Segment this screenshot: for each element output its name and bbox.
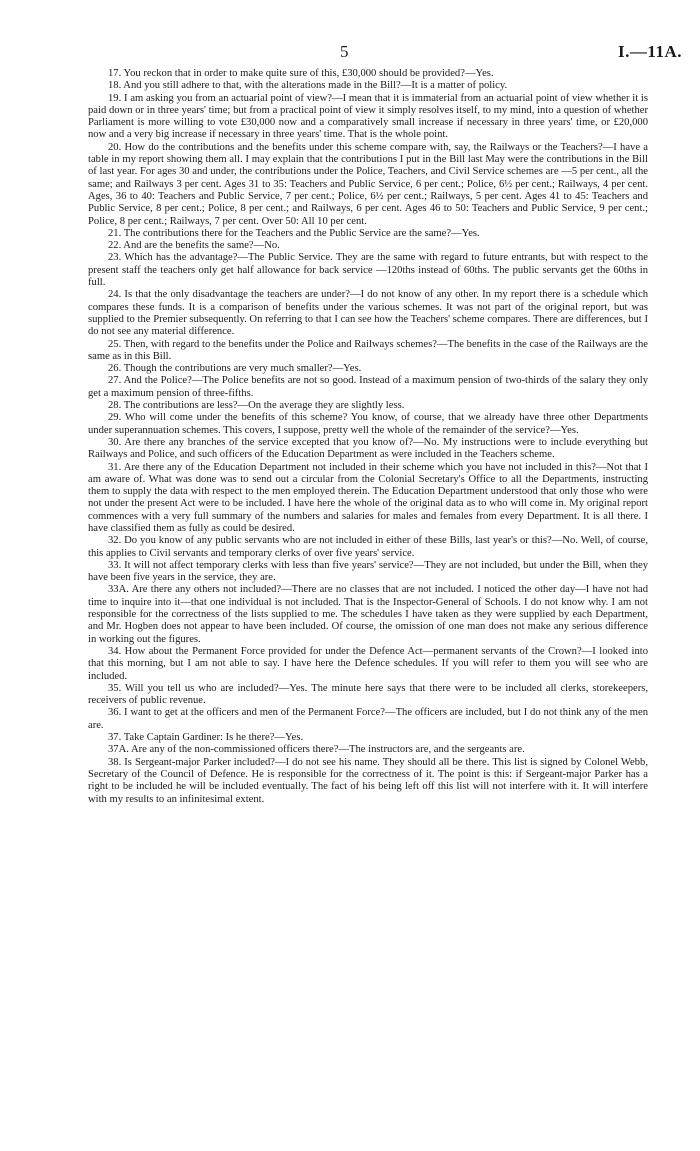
paragraph-q28: 28. The contributions are less?—On the average they are slightly less. [108,400,405,412]
paragraph-q26: 26. Though the contributions are very much smaller?—Yes. [108,363,362,375]
paragraph-q36: 36. I want to get at the officers and men of the Permanent Force?—The officers are included, but I do not think any of the men are. [88,707,648,731]
paragraph-q21: 21. The contributions there for the Teachers and the Public Service are the same?—Yes. [108,227,480,239]
paragraph-q34: 34. How about the Permanent Force provided for under the Defence Act—permanent servants of the Crown?—I looked into that this morning, but I am not able to say. I have here the Defence schedules. If you will refer to them you will see who are included. [88,645,648,682]
paragraph-q17: 17. You reckon that in order to make quite sure of this, £30,000 should be provided?—Yes. [108,68,494,79]
paragraph-q37a: 37A. Are any of the non-commissioned officers there?—The instructors are, and the sergeants are. [108,744,525,756]
document-reference: I.—11A. [618,42,682,61]
paragraph-q31: 31. Are there any of the Education Department not included in their scheme which you have not included in this?—Not that I am aware of. What was done was to send out a circular from the Colonial Secretary's Office to all the Departments, instructing them to supply the data with respect to the men employed therein. The Education Department understood that only those who were not under the present Act were to be included. I have here the whole of the original data as to who will come in. My original report commences with a very full summary of the numbers and salaries for males and females from every Department. It is all there. I have classified them as fully as could be desired. [88,461,648,534]
paragraph-q27: 27. And the Police?—The Police benefits are not so good. Instead of a maximum pension of two-thirds of the salary they only get a maximum pension of three-fifths. [88,375,648,399]
paragraph-q33: 33. It will not affect temporary clerks with less than five years' service?—They are not included, but under the Bill, when they have been five years in the service, they are. [88,559,648,584]
paragraph-q35: 35. Will you tell us who are included?—Yes. The minute here says that there were to be included all clerks, storekeepers, receivers of public revenue. [88,682,648,707]
paragraph-q24: 24. Is that the only disadvantage the teachers are under?—I do not know of any other. In my report there is a schedule which compares these funds. It is a comparison of benefits under the various schemes. It was not part of the original report, but was supplied to the Premier subsequently. On referring to that I can see how the Teachers' scheme compares. There are differences, but I do not see any material difference. [88,289,648,338]
paragraph-q23: 23. Which has the advantage?—The Public Service. They are the same with regard to future entrants, but with respect to the present staff the teachers only get half allowance for back service —120ths instead of 60ths. The public servants get the 60ths in full. [88,252,648,289]
paragraph-q30: 30. Are there any branches of the service excepted that you know of?—No. My instructions were to include everything but Railways and Police, and such officers of the Education Department as were included in the Teachers scheme. [88,436,648,461]
paragraph-q22: 22. And are the benefits the same?—No. [108,240,280,252]
paragraph-q38: 38. Is Sergeant-major Parker included?—I do not see his name. They should all be there. This list is signed by Colonel Webb, Secretary of the Council of Defence. He is responsible for the correctness of it. The point is this: if Sergeant-major Parker has a right to be included he will be included eventually. The fact of his being left off this list will not interfere with it. It will interfere with my results to an infinitesimal extent. [88,756,648,805]
document-body [88,68,648,806]
paragraph-q18: 18. And you still adhere to that, with the alterations made in the Bill?—It is a matter of policy. [108,80,508,92]
page-header [0,42,700,66]
paragraph-q19: 19. I am asking you from an actuarial point of view?—I mean that it is immaterial from an actuarial point of view whether it is paid down or in three years' time; but from a practical point of view it simply resolves itself, to my mind, into a question of whether Parliament is more willing to vote £30,000 now and a comparatively small increase if necessary in three years' time, or £20,000 now and a very big increase if necessary in three years' time. That is the whole point. [88,92,648,141]
paragraph-q20: 20. How do the contributions and the benefits under this scheme compare with, say, the Railways or the Teachers?—I have a table in my report showing them all. I may explain that the contributions I put in the Bill last May were the contributions in the Bill of last year. For ages 30 and under, the contributions under the Police, Teachers, and Civil Service schemes are —5 per cent., all the same; and Railways 3 per cent. Ages 31 to 35: Teachers and Public Service, 6 per cent.; Police, 6½ per cent.; Railways, 4 per cent. Ages, 36 to 40: Teachers and Public Service, 7 per cent.; Police, 6½ per cent.; Railways, 5 per cent. Ages 41 to 45: Teachers and Public Service, 8 per cent.; Police, 8 per cent.; and Railways, 6 per cent. Ages 46 to 50: Teachers and Public Service, 9 per cent.; Police, 8 per cent.; Railways, 7 per cent. Over 50: All 10 per cent. [88,141,648,227]
paragraph-q33a: 33A. Are there any others not included?—There are no classes that are not included. I noticed the other day—I have not had time to inquire into it—that one individual is not included. That is the Inspector-General of Schools. I do not know why. I am not responsible for the correctness of the lists supplied to me. The schedules I have taken as they were supplied by each Department, and Mr. Hogben does not appear to have been included. Of course, the omission of one man does not make any serious difference in working out the figures. [88,584,648,645]
paragraph-q29: 29. Who will come under the benefits of this scheme? You know, of course, that we already have three other Departments under superannuation schemes. This covers, I suppose, pretty well the whole of the remainder of the service?—Yes. [88,412,648,436]
paragraph-q32: 32. Do you know of any public servants who are not included in either of these Bills, last year's or this?—No. Well, of course, this applies to Civil servants and temporary clerks of over five years' service. [88,535,648,559]
paragraph-q25: 25. Then, with regard to the benefits under the Police and Railways schemes?—The benefits in the case of the Railways are the same as in this Bill. [88,338,648,362]
paragraph-q37: 37. Take Captain Gardiner: Is he there?—Yes. [108,732,304,744]
page-number: 5 [340,42,349,61]
